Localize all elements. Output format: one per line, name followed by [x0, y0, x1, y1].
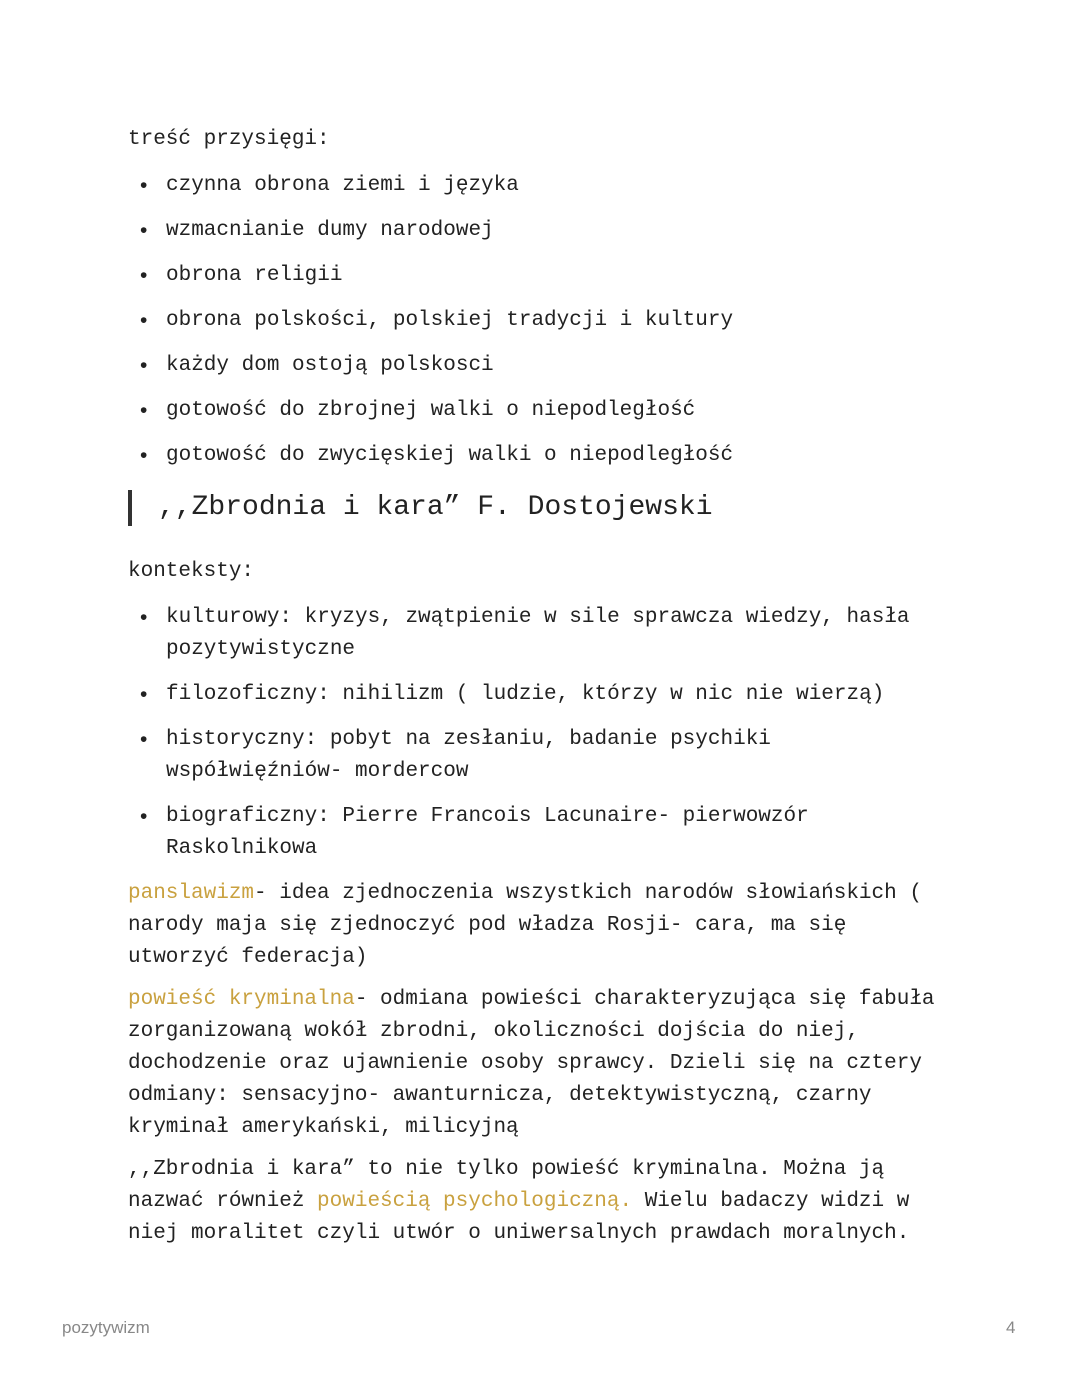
list-item: • kulturowy: kryzys, zwątpienie w sile sprawcza wiedzy, hasła pozytywistyczne — [128, 602, 958, 666]
list-item: • wzmacnianie dumy narodowej — [128, 215, 958, 247]
document-body — [128, 124, 958, 1260]
crime-novel-paragraph — [128, 984, 958, 1144]
term-definition: - odmiana powieści charakteryzująca się fabuła zorganizowaną wokół zbrodni, okoliczności dojścia do niej, dochodzenie oraz ujawnienie osoby sprawcy. Dzieli się na cztery odmiany: sensacyjno- awanturnicza, detektywistyczną, czarny kryminał amerykański, milicyjną — [128, 988, 935, 1139]
list-item: • czynna obrona ziemi i języka — [128, 170, 958, 202]
oath-label: treść przysięgi: — [128, 128, 330, 151]
contexts-label: konteksty: — [128, 560, 255, 583]
list-item: • każdy dom ostoją polskosci — [128, 350, 958, 382]
list-item: • gotowość do zwycięskiej walki o niepodległość — [128, 440, 958, 472]
closing-text-start: ,,Zbrodnia i kara” to nie tylko powieść kryminalna. Można ją nazwać również — [128, 1158, 885, 1213]
list-item: • obrona religii — [128, 260, 958, 292]
oath-list — [128, 170, 958, 472]
page-number: 4 — [1006, 1318, 1016, 1337]
closing-text-end: Wielu badaczy widzi w niej moralitet czyli utwór o uniwersalnych prawdach moralnych. — [128, 1190, 910, 1245]
term-highlight: powieścią psychologiczną. — [317, 1190, 633, 1213]
list-item: • filozoficzny: nihilizm ( ludzie, którzy w nic nie wierzą) — [128, 679, 958, 711]
term-definition: - idea zjednoczenia wszystkich narodów słowiańskich ( narody maja się zjednoczyć pod władza Rosji- cara, ma się utworzyć federacja) — [128, 882, 922, 969]
term-highlight: panslawizm — [128, 882, 255, 905]
section-heading: ,,Zbrodnia i kara” F. Dostojewski — [128, 490, 958, 526]
list-item: • gotowość do zbrojnej walki o niepodległość — [128, 395, 958, 427]
contexts-list — [128, 602, 958, 865]
list-item: • biograficzny: Pierre Francois Lacunaire- pierwowzór Raskolnikowa — [128, 801, 958, 865]
panslavism-paragraph — [128, 878, 958, 974]
list-item: • historyczny: pobyt na zesłaniu, badanie psychiki współwięźniów- mordercow — [128, 724, 958, 788]
closing-paragraph — [128, 1154, 958, 1250]
list-item: • obrona polskości, polskiej tradycji i kultury — [128, 305, 958, 337]
term-highlight: powieść kryminalna — [128, 988, 355, 1011]
footer-section-name: pozytywizm — [62, 1318, 150, 1337]
